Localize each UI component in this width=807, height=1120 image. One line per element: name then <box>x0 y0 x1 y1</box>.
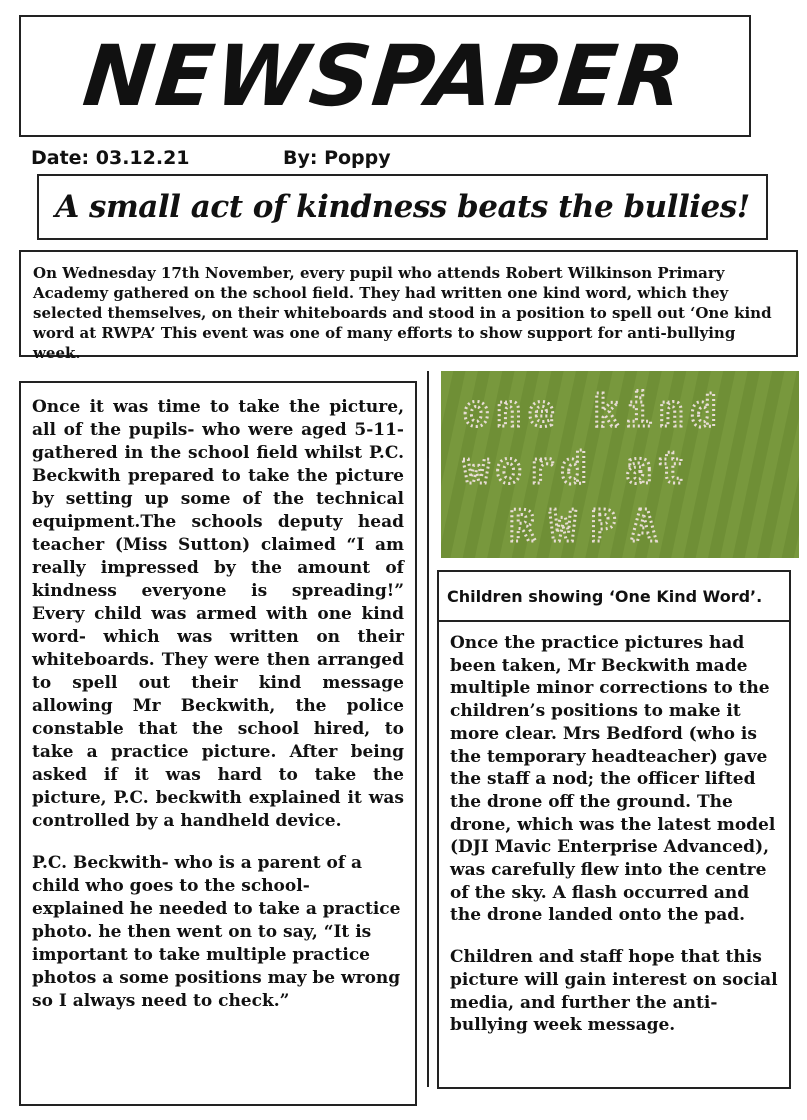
aerial-photo <box>441 371 799 558</box>
masthead <box>19 15 751 137</box>
left-paragraph-2: P.C. Beckwith- who is a parent of a child who goes to the school- explained he needed to take a practice photo. he then went on to say, “It is important to take multiple practice photos a some positions may be wrong so I always need to check.” <box>32 853 401 1011</box>
left-paragraph-1: Once it was time to take the picture, all of the pupils- who were aged 5-11- gathered in the school field whilst P.C. Beckwith prepared to take the picture by setting up some of the technical equipment.The schools deputy head teacher (Miss Sutton) claimed “I am really impressed by the amount of kindness everyone is spreading!” Every child was armed with one kind word- which was written on their whiteboards. They were then arranged to spell out their kind message allowing Mr Beckwith, the police constable that the school hired, to take a practice picture. After being asked if it was hard to take the picture, P.C. beckwith explained it was controlled by a handheld device. <box>32 397 404 831</box>
masthead-title: NEWSPAPER <box>79 27 691 125</box>
photo-caption: Children showing ‘One Kind Word’. <box>447 586 763 606</box>
headline: A small act of kindness beats the bullies! <box>55 189 750 225</box>
photo-text-line-3: RWPA <box>509 501 671 552</box>
date-label: Date: 03.12.21 <box>31 147 190 169</box>
intro-box <box>19 250 798 362</box>
right-article-column <box>437 620 791 1089</box>
photo-text-line-1: one kind <box>463 386 723 437</box>
aerial-photo-image <box>441 371 799 558</box>
right-paragraph-2: Children and staff hope that this picture will gain interest on social media, and further the anti-bullying week message. <box>450 947 778 1036</box>
photo-text-line-2: word at <box>463 443 691 494</box>
headline-box <box>37 174 768 240</box>
intro-paragraph: On Wednesday 17th November, every pupil who attends Robert Wilkinson Primary Academy gathered on the school field. They had written one kind word, which they selected themselves, on their whiteboards and stood in a position to spell out ‘One kind word at RWPA’ This event was one of many efforts to show support for anti-bullying week. <box>33 264 772 362</box>
caption-box <box>437 570 791 622</box>
left-article-column <box>19 381 417 1106</box>
byline: By: Poppy <box>283 147 391 169</box>
column-divider <box>427 371 429 1087</box>
right-paragraph-1: Once the practice pictures had been taken, Mr Beckwith made multiple minor corrections to the children’s positions to make it more clear. Mrs Bedford (who is the temporary headteacher) gave the staff a nod; the officer lifted the drone off the ground. The drone, which was the latest model (DJI Mavic Enterprise Advanced), was carefully flew into the centre of the sky. A flash occurred and the drone landed onto the pad. <box>450 633 776 926</box>
